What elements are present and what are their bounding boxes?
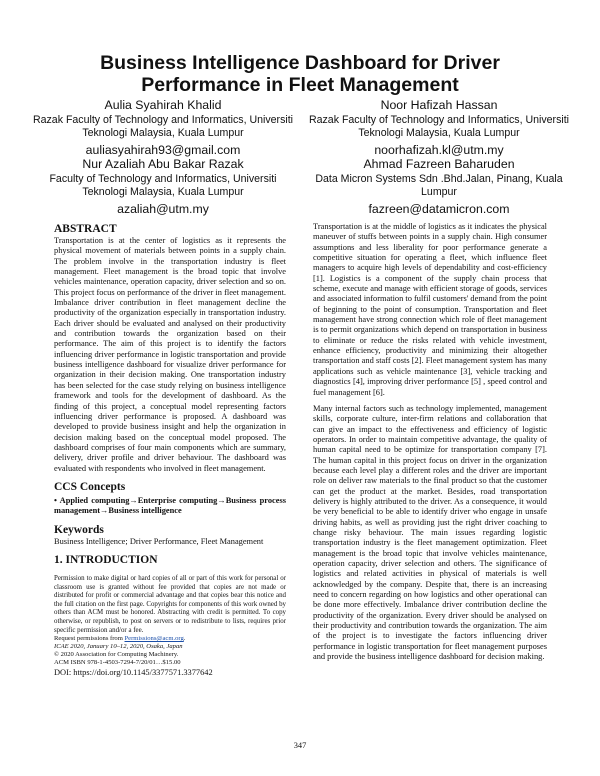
author-affiliation: Razak Faculty of Technology and Informatics, Universiti Teknologi Malaysia, Kuala Lumpur	[308, 114, 570, 139]
copyright-line: © 2020 Association for Computing Machinery.	[54, 651, 179, 659]
permissions-email-link[interactable]: Permissions@acm.org	[124, 635, 184, 643]
author-block-4	[304, 157, 574, 217]
author-name: Nur Azaliah Abu Bakar Razak	[82, 157, 244, 171]
permission-block	[54, 575, 286, 668]
doi-line[interactable]: DOI: https://doi.org/10.1145/3377571.3377642	[54, 668, 213, 678]
permission-text: Permission to make digital or hard copies of all or part of this work for personal or classroom use is granted without fee provided that copies are not made or distributed for profit or commercial advantage and that copies bear this notice and the full citation on the first page. Copyrights for components of this work owned by others than ACM must be honored. Abstracting with credit is permitted. To copy otherwise, or republish, to post on servers or to redistribute to lists, requires prior specific permission and/or a fee.	[54, 574, 286, 634]
introduction-heading: 1. INTRODUCTION	[54, 553, 158, 566]
ccs-heading: CCS Concepts	[54, 480, 126, 493]
author-block-3	[28, 157, 298, 217]
abstract-heading: ABSTRACT	[54, 223, 117, 235]
page-number: 347	[293, 741, 307, 750]
right-column	[313, 222, 547, 662]
author-name: Ahmad Fazreen Baharuden	[363, 157, 515, 171]
isbn-line: ACM ISBN 978-1-4503-7294-7/20/01…$15.00	[54, 659, 181, 667]
paper-title: Business Intelligence Dashboard for Driver Performance in Fleet Management	[100, 52, 500, 96]
author-name: Aulia Syahirah Khalid	[104, 98, 222, 112]
request-suffix: .	[183, 635, 186, 643]
keywords-heading: Keywords	[54, 523, 104, 536]
intro-paragraph-1: Transportation is at the middle of logistics as it indicates the physical maneuver of stuffs between points in a supply chain. High consumer assumptions and less liberality for poor performance generate a competitive situation for operating a fleet, which influence fleet managers to acquire high levels of dependability and cost-efficiency [1]. Logistics is a component of the supply chain process that scheme, execute and manage with efficient storage of goods, services and associated information to fulfil customers' demand from the point of beginning to the point of consumption. Transportation and fleet management have strong connection which role of fleet management is to permit organizations which depend on transportation in business to eliminate or reduce the risks related with vehicle investment, enhance efficiency, productivity and minimizing their altogether transportation and staff costs [2]. Fleet management system has many applications such as vehicle maintenance [3], vehicle tracking and diagnostics [4], improving driver performance [5] , speed control and fuel management [6].	[313, 222, 547, 397]
ccs-text: • Applied computing→Enterprise computing→Business process management→Business intelligence	[54, 495, 286, 516]
left-column	[54, 222, 286, 678]
author-email: azaliah@utm.my	[117, 202, 209, 216]
author-name: Noor Hafizah Hassan	[380, 98, 498, 112]
abstract-text: Transportation is at the center of logistics as it represents the physical movement of materials between points in a supply chain. The problem involve in the transportation industry is fleet management. Fleet management is the broad topic that involve vehicles maintenance, operation capacity, driver selection and so on. This project focus on performance of the driver in fleet management. Imbalance driver contribution in fleet management decline the productivity of the organization especially in transportation industry. Each driver should be evaluated and analysed on their productivity and contribution towards the organization based on their performance. The aim of this project is to identify the factors influencing driver performance in logistic transportation and provide business intelligence dashboard for visualize driver performance for organization in their decision making. One transportation industry has been selected for the case study relying on business intelligence framework and tools for the development of dashboard. As the finding of this project, a conceptual model representing factors influencing driver performance is proposed. A dashboard was developed to provide business insight and help the organization in decision making based on the conceptual model proposed. The dashboard comprises of four main components which are summary, delivery, driver profile and driver behaviour. The dashboard was evaluated with respondents who involved in fleet management.	[54, 236, 286, 473]
author-affiliation: Razak Faculty of Technology and Informatics, Universiti Teknologi Malaysia, Kuala Lumpur	[32, 114, 294, 139]
author-affiliation: Data Micron Systems Sdn .Bhd.Jalan, Pinang, Kuala Lumpur	[315, 173, 563, 198]
conference-info: ICAE 2020, January 10–12, 2020, Osaka, Japan	[54, 643, 183, 651]
keywords-text: Business Intelligence; Driver Performance, Fleet Management	[54, 536, 264, 546]
author-email: fazreen@datamicron.com	[368, 202, 510, 216]
author-block-1	[28, 98, 298, 158]
intro-paragraph-2: Many internal factors such as technology implemented, management skills, corporate culture, inter-firm relations and collaboration that can give an impact to the effectiveness and efficiency of logistic operators. In order to maintain competitive advantage, the quality of human capital need to be optimize for transportation company [7]. The human capital in this project focus on driver in the organization because each level play a different roles and the driver are important role on deliver raw materials to the final product so that the customer can get the product at the market. Besides, road transportation delivery is highly attributed to the driver. As a consequence, it would be very beneficial to be able to identify driver who engage in unsafe driving habits, as well as providing just the right driver coaching to change risky behaviour. The main issues regarding logistic transportation industry is the fleet management optimization. Fleet management is the broad topic that involve vehicles maintenance, operation capacity, driver selection and others. The significance of logistics and related activities in physical of materials is well acknowledged by the company. Despite that, there is an increasing need to concern regarding on how logistics and other operational can be done more effectively. Imbalance driver contribution decline the productivity of the organization. Every driver should be analysed on their productivity and contribution towards the organization. The aim of the project is to investigate the factors influencing driver performance in logistic transportation for fleet management purposes and provide the business intelligence dashboard for decision making.	[313, 403, 547, 662]
author-block-2	[304, 98, 574, 158]
request-prefix: Request permissions from	[54, 635, 125, 643]
permission-request	[54, 635, 286, 643]
author-email: auliasyahirah93@gmail.com	[85, 143, 241, 157]
author-affiliation: Faculty of Technology and Informatics, Universiti Teknologi Malaysia, Kuala Lumpur	[49, 173, 277, 198]
author-email: noorhafizah.kl@utm.my	[374, 143, 504, 157]
